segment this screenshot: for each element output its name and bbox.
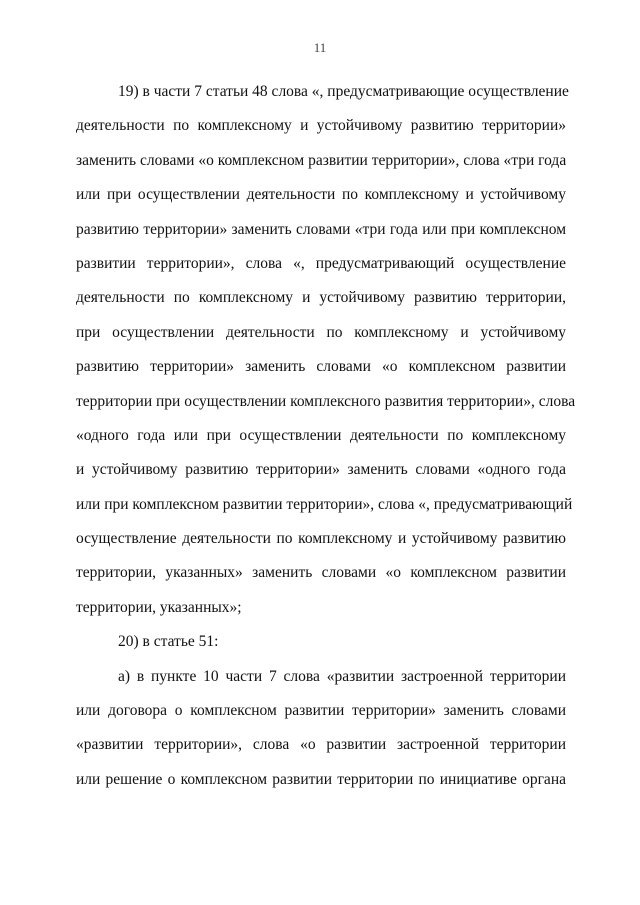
text-line: деятельности по комплексному и устойчивому развитию территории» (76, 117, 566, 135)
text-line: и устойчивому развитию территории» заменить словами «одного года (76, 461, 566, 479)
text-line: или при комплексном развитии территории», слова «, предусматривающий (76, 495, 573, 513)
text-line: территории, указанных» заменить словами «о комплексном развитии (76, 564, 566, 582)
text-line: «развитии территории», слова «о развитии застроенной территории (76, 736, 566, 754)
text-line: или договора о комплексном развитии территории» заменить словами (76, 702, 566, 720)
text-line: осуществление деятельности по комплексному и устойчивому развитию (76, 530, 566, 548)
text-line: 20) в статье 51: (118, 633, 219, 651)
page-number: 11 (313, 40, 327, 55)
text-line: заменить словами «о комплексном развитии территории», слова «три года (76, 151, 567, 169)
text-line: территории при осуществлении комплексного развития территории», слова (76, 392, 576, 410)
text-line: развитию территории» заменить словами «три года или при комплексном (76, 220, 566, 238)
text-line: развитии территории», слова «, предусматривающий осуществление (76, 254, 566, 272)
text-line: при осуществлении деятельности по комплексному и устойчивому (76, 323, 566, 341)
text-line: «одного года или при осуществлении деятельности по комплексному (76, 426, 566, 444)
text-line: или при осуществлении деятельности по комплексному и устойчивому (76, 186, 566, 204)
text-line: а) в пункте 10 части 7 слова «развитии застроенной территории (118, 667, 566, 685)
document-body (76, 75, 576, 797)
text-line: территории, указанных»; (76, 598, 242, 616)
text-line: развитию территории» заменить словами «о комплексном развитии (76, 358, 566, 376)
text-line: 19) в части 7 статьи 48 слова «, предусматривающие осуществление (118, 83, 569, 100)
text-line: деятельности по комплексному и устойчивому развитию территории, (76, 289, 566, 307)
text-line: или решение о комплексном развитии территории по инициативе органа (76, 770, 566, 788)
